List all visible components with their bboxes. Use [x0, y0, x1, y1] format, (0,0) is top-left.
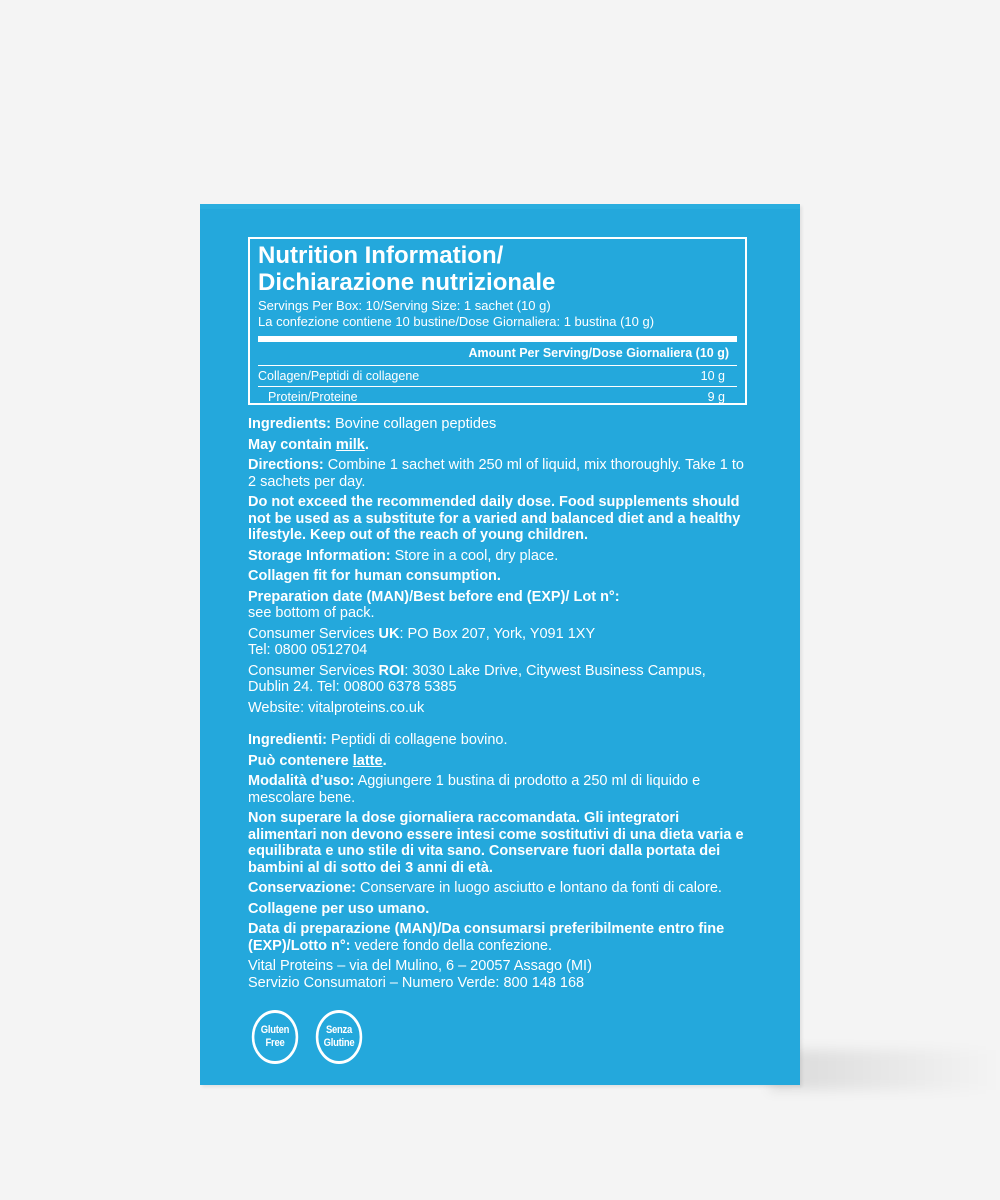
fit-it: Collagene per uso umano. [248, 900, 430, 917]
directions-it: Modalità d’uso: Aggiungere 1 bustina di prodotto a 250 ml di liquido e mescolare bene. [248, 773, 701, 806]
language-gap [248, 720, 748, 732]
storage-it: Conservazione: Conservare in luogo asciutto e lontano da fonti di calore. [248, 880, 722, 896]
warning-it: Non superare la dose giornaliera raccomandata. Gli integratori alimentari non devono essere intesi come sostitutivi di una dieta varia e equilibrata e uno stile di vita sano. Conservare fuori dalla portata dei bambini al di sotto dei 3 anni di età. [248, 810, 744, 876]
box-top-edge [200, 204, 800, 209]
nutrition-title-it: Dichiarazione nutrizionale [258, 269, 556, 296]
senza-glutine-badge-icon [316, 1010, 362, 1064]
amount-per-serving-header: Amount Per Serving/Dose Giornaliera (10 g) [468, 346, 729, 360]
badge-line: Free [265, 1037, 285, 1049]
badge-line: Glutine [323, 1037, 355, 1049]
address-it: Vital Proteins – via del Mulino, 6 – 20057 Assago (MI) [248, 958, 592, 974]
pack-shadow [770, 1050, 1000, 1090]
label-text [248, 416, 748, 995]
consumer-it: Servizio Consumatori – Numero Verde: 800 148 168 [248, 974, 585, 991]
nutrition-title-en: Nutrition Information/ [258, 242, 504, 269]
storage-en: Storage Information: Store in a cool, dry place. [248, 547, 559, 564]
badge-line: Senza [325, 1024, 353, 1036]
warning-en: Do not exceed the recommended daily dose. Food supplements should not be used as a substitute for a varied and balanced diet and a healthy lifestyle. Keep out of the reach of young children. [248, 494, 741, 543]
badge-line: Gluten [260, 1024, 290, 1036]
nutrition-panel [248, 237, 747, 405]
consumer-uk: Consumer Services UK: PO Box 207, York, Y091 1XY Tel: 0800 0512704 [248, 625, 596, 658]
website: Website: vitalproteins.co.uk [248, 699, 425, 716]
nutrition-row-label: Protein/Proteine [268, 390, 358, 404]
allergen-it: Può contenere latte. [248, 752, 387, 769]
gluten-free-badge-icon [252, 1010, 298, 1064]
ingredients-it: Ingredienti: Peptidi di collagene bovino. [248, 732, 508, 748]
nutrition-row-collagen [258, 366, 737, 386]
servings-en: Servings Per Box: 10/Serving Size: 1 sachet (10 g) [258, 298, 551, 313]
prep-it: Data di preparazione (MAN)/Da consumarsi preferibilmente entro fine (EXP)/Lotto n°: vedere fondo della confezione. [248, 921, 725, 954]
product-box-back [200, 204, 800, 1085]
nutrition-row-value: 9 g [707, 390, 725, 404]
allergen-en: May contain milk. [248, 436, 369, 453]
ingredients-en: Ingredients: Bovine collagen peptides [248, 416, 497, 432]
nutrition-row-value: 10 g [700, 369, 725, 383]
directions-en: Directions: Combine 1 sachet with 250 ml of liquid, mix thoroughly. Take 1 to 2 sachets per day. [248, 457, 744, 490]
fit-en: Collagen fit for human consumption. [248, 568, 501, 584]
servings-it: La confezione contiene 10 bustine/Dose Giornaliera: 1 bustina (10 g) [258, 314, 655, 329]
prep-en: Preparation date (MAN)/Best before end (EXP)/ Lot n°: see bottom of pack. [248, 588, 620, 621]
nutrition-row-protein [258, 387, 737, 407]
nutrition-row-label: Collagen/Peptidi di collagene [258, 369, 420, 383]
consumer-roi: Consumer Services ROI: 3030 Lake Drive, Citywest Business Campus, Dublin 24. Tel: 00800 6378 5385 [248, 662, 706, 695]
